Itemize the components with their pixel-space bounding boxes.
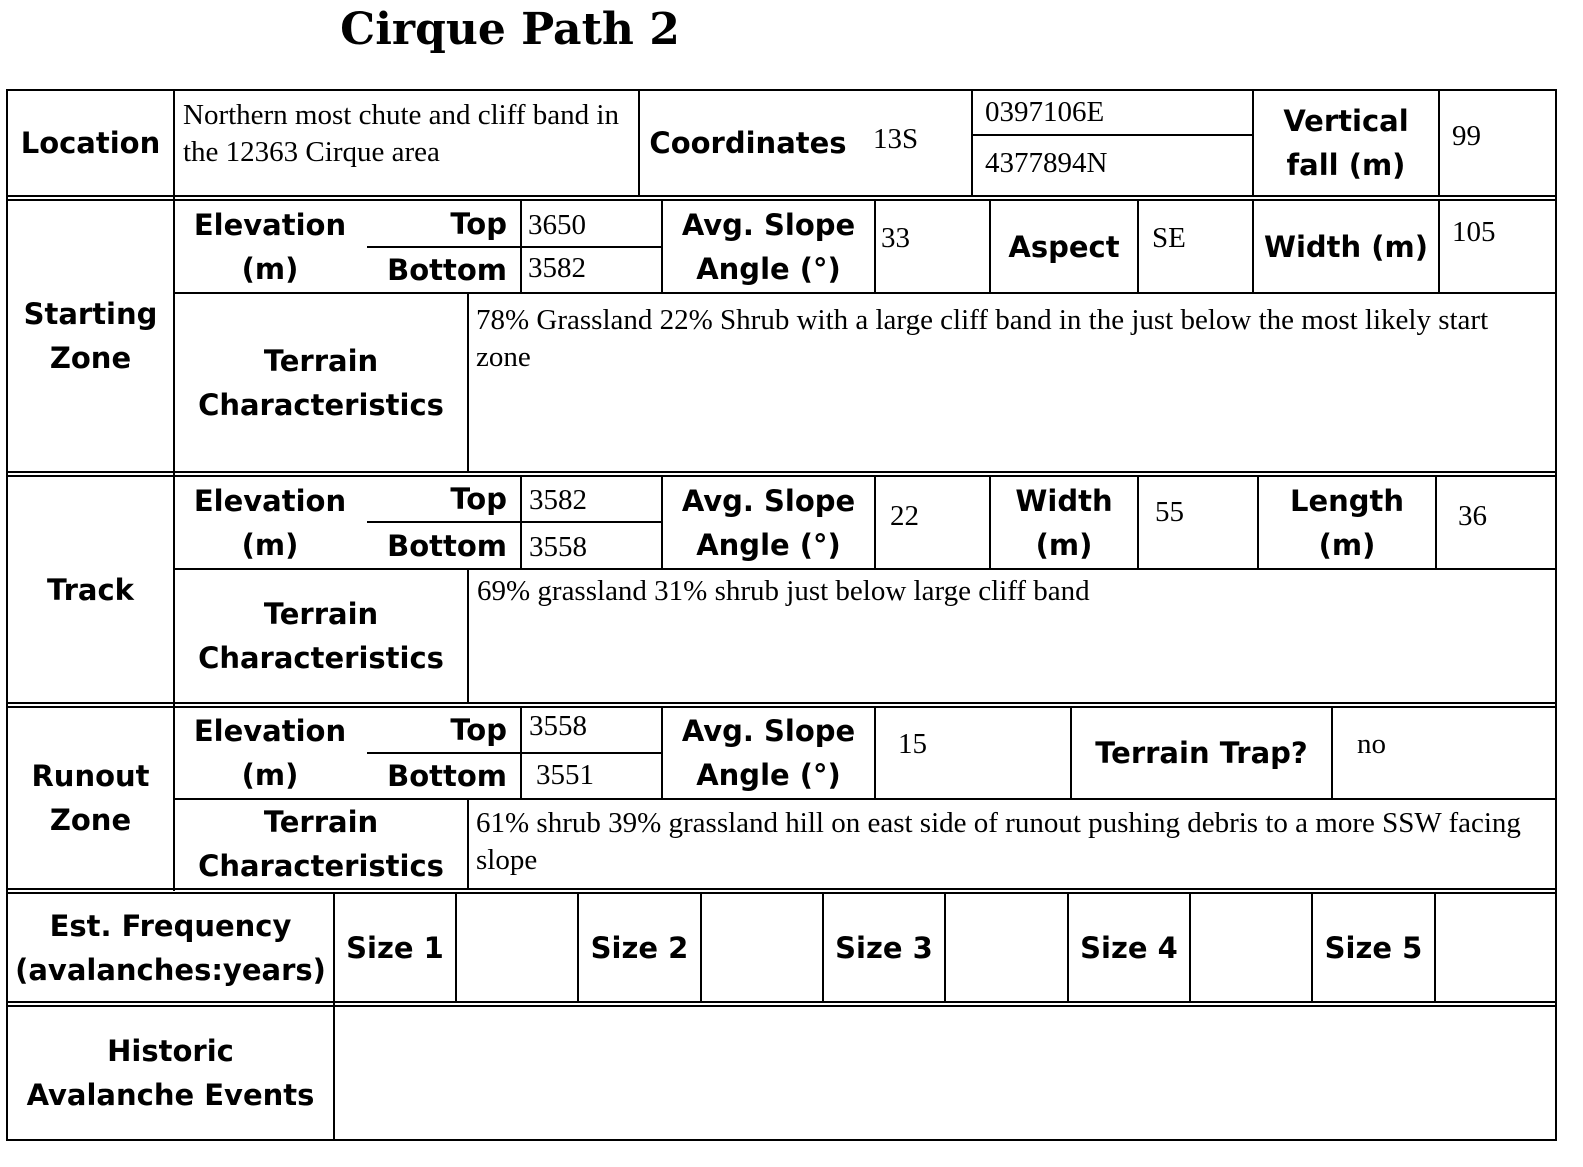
size-3-value <box>946 894 1067 1001</box>
sz-elevation-bottom-value: 3582 <box>528 252 586 284</box>
sz-width-label: Width (m) <box>1263 229 1429 264</box>
rz-terrain-trap-value: no <box>1357 728 1386 760</box>
track-width-value: 55 <box>1155 496 1184 528</box>
starting-zone-label: Starting Zone <box>23 297 158 375</box>
track-elevation-top-value: 3582 <box>529 484 587 516</box>
runout-zone-label: Runout Zone <box>31 759 150 837</box>
divider <box>874 475 876 569</box>
rz-terrain-trap-label: Terrain Trap? <box>1095 736 1308 770</box>
sz-avg-slope-value: 33 <box>881 222 910 254</box>
track-width-label: Width (m) <box>1015 483 1113 562</box>
size-1-label: Size 1 <box>346 930 444 965</box>
track-length-label: Length (m) <box>1289 483 1405 562</box>
divider <box>467 798 469 890</box>
sz-terrain-label: Terrain Characteristics <box>198 343 444 422</box>
track-elevation-label: Elevation (m) <box>193 483 347 562</box>
divider <box>520 706 522 800</box>
divider <box>467 568 469 704</box>
est-frequency-label: Est. Frequency (avalanches:years) <box>15 908 326 987</box>
divider <box>6 1001 1557 1003</box>
utm-zone-value: 13S <box>873 123 919 155</box>
northing-value: 4377894N <box>985 147 1108 179</box>
size-5-label: Size 5 <box>1324 930 1423 965</box>
track-avg-slope-label: Avg. Slope Angle (°) <box>681 483 856 562</box>
sz-aspect-value: SE <box>1152 222 1186 254</box>
divider <box>6 471 1557 473</box>
size-2-value <box>702 894 822 1001</box>
track-bottom-label: Bottom <box>387 528 507 563</box>
rz-terrain-value: 61% shrub 39% grassland hill on east side of runout pushing debris to a more SSW facing slope <box>476 807 1521 876</box>
historic-events-label: Historic Avalanche Events <box>26 1034 315 1112</box>
divider <box>971 134 1253 136</box>
divider <box>6 888 1557 890</box>
sz-top-label: Top <box>450 206 507 241</box>
divider <box>971 89 973 197</box>
divider <box>467 292 469 473</box>
track-elevation-bottom-value: 3558 <box>529 531 587 563</box>
coordinates-label: Coordinates <box>649 126 847 160</box>
sz-avg-slope-label: Avg. Slope Angle (°) <box>681 207 856 286</box>
rz-elevation-bottom-value: 3551 <box>536 759 594 791</box>
size-4-value <box>1191 894 1311 1001</box>
vertical-fall-label: Vertical fall (m) <box>1283 104 1409 182</box>
rz-top-label: Top <box>450 713 507 747</box>
divider <box>520 199 522 293</box>
rz-elevation-label: Elevation (m) <box>193 714 347 792</box>
divider <box>874 199 876 293</box>
track-avg-slope-value: 22 <box>890 500 919 532</box>
rz-terrain-label: Terrain Characteristics <box>198 805 444 883</box>
track-terrain-value: 69% grassland 31% shrub just below large cliff band <box>477 575 1090 607</box>
track-length-value: 36 <box>1458 500 1487 532</box>
track-label: Track <box>47 572 134 607</box>
sz-elevation-label: Elevation (m) <box>193 207 347 286</box>
divider <box>1331 706 1333 800</box>
sz-width-value: 105 <box>1452 216 1496 248</box>
location-description: Northern most chute and cliff band in the 12363 Cirque area <box>183 99 619 168</box>
sz-elevation-top-value: 3650 <box>528 209 586 241</box>
easting-value: 0397106E <box>985 96 1105 128</box>
rz-avg-slope-label: Avg. Slope Angle (°) <box>681 714 856 792</box>
rz-bottom-label: Bottom <box>387 759 507 793</box>
size-4-label: Size 4 <box>1080 930 1178 965</box>
location-label: Location <box>20 126 161 160</box>
size-3-label: Size 3 <box>835 930 933 965</box>
size-5-value <box>1436 894 1555 1001</box>
rz-elevation-top-value: 3558 <box>529 710 587 742</box>
divider <box>6 195 1557 197</box>
sz-terrain-value: 78% Grassland 22% Shrub with a large cliff band in the just below the most likely start zone <box>476 304 1489 373</box>
divider <box>520 475 522 569</box>
track-top-label: Top <box>450 482 507 516</box>
divider <box>1435 475 1437 569</box>
table-border-bottom <box>6 1139 1557 1141</box>
page-title: Cirque Path 2 <box>340 4 680 55</box>
size-2-label: Size 2 <box>590 930 689 965</box>
divider <box>1137 199 1139 293</box>
rz-avg-slope-value: 15 <box>898 728 927 760</box>
divider <box>874 706 876 800</box>
sz-aspect-label: Aspect <box>1008 229 1120 264</box>
divider <box>6 702 1557 704</box>
divider <box>1438 89 1440 197</box>
divider <box>1137 475 1139 569</box>
size-1-value <box>457 894 577 1001</box>
vertical-fall-value: 99 <box>1452 120 1481 152</box>
divider <box>173 89 175 891</box>
divider <box>1438 199 1440 293</box>
table-border-right <box>1555 89 1557 1141</box>
divider <box>638 89 640 197</box>
track-terrain-label: Terrain Characteristics <box>198 597 444 675</box>
sz-bottom-label: Bottom <box>387 253 507 287</box>
